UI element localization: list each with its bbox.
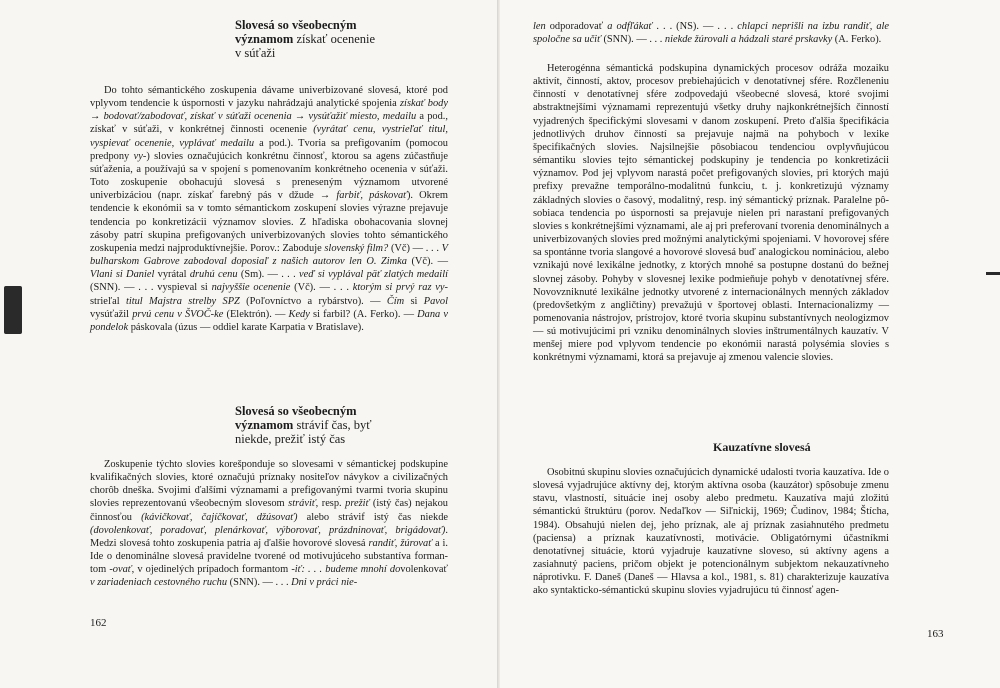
italic-run: veď si vyplával päť zlatých medailí <box>298 269 448 281</box>
text-run: (istý čas) nejakou činnosťou <box>90 498 448 523</box>
text-run: strieľal <box>90 295 126 307</box>
italic-run: len <box>533 21 546 32</box>
paragraph-dynamic-processes <box>533 62 889 365</box>
italic-run: Dana v pondelok <box>90 308 448 333</box>
text-run: Do tohto sémantického zoskupenia dávame univerbizované slovesá, ktoré pod vplyvom tendencie k úspornosti v jazyku nahrádzajú analytické spojenia <box>90 85 448 110</box>
text-run: alebo strávif istý čas niekde <box>297 511 449 523</box>
italic-run: farbiť, páskovať <box>336 190 407 202</box>
paragraph-stravit <box>90 458 448 590</box>
text-run: volenkovať <box>400 564 448 576</box>
italic-run: prežiť <box>345 498 370 510</box>
text-run: , v ojedinelých prípadoch formantom <box>131 564 292 576</box>
italic-run: randiť, žúrovať <box>368 537 433 549</box>
italic-run: titul Majstra strelby SPZ <box>125 295 240 307</box>
paragraph-continuation <box>533 20 889 46</box>
text-run: odporadovať <box>545 21 608 32</box>
text-run: Zoskupenie týchto slovies korešponduje so slovesami v sémantickej podskupine kvalifikačných slovies, ktoré označujú príznaky nositeľov návykov a civilizačných chorôb dneška. Svojimi ďalšími významami a prefigovanými tvarmi tvoria skupinu slovies reprezentovanú všeobecným slovesom <box>90 459 448 510</box>
right-page <box>500 0 1000 688</box>
paragraph-ziskat <box>90 84 448 334</box>
italic-run: (dovolenkovať, poradovať, plenárkovať, výborovať, prázdninovať, brigádovať) <box>90 524 446 536</box>
italic-run: niekde žúrovali a hádzali staré prskavky <box>664 34 833 46</box>
italic-run: V bulharskom Gabrove zabodoval doposiaľ z našich autorov len O. Zimka <box>90 242 448 268</box>
italic-run: Pavol <box>423 295 448 307</box>
italic-run: Vlani si Daniel <box>90 269 155 281</box>
text-run: (Sm). — . . . <box>237 269 299 281</box>
section-heading-stravit: Slovesá so všeobecným významom strávif čas, byť niekde, prežiť istý čas <box>235 404 372 446</box>
text-run: (SNN). — . . . <box>227 577 292 589</box>
italic-run: (vyrátať cenu, vystrieľať titul, vyspievať ocenenie, vyplávať medailu <box>90 124 448 149</box>
page-edge-right <box>986 272 1000 275</box>
italic-run: (kávičkovať, čajíčkovať, džúsovať) <box>141 511 298 523</box>
italic-run: stráviť <box>288 498 316 510</box>
binding-shadow-left <box>4 286 22 334</box>
text-run: (Vč) — . . . <box>388 242 442 254</box>
text-run: páskovala (úzus — oddiel karate Karpatia v Bratislave). <box>128 321 364 333</box>
italic-run: slovenský film? <box>324 242 389 254</box>
italic-run: a odfľákať <box>607 21 653 32</box>
paragraph-kauzativa <box>533 466 889 598</box>
text-run: ). Okrem tendencie k ekonómii sa v tomto sémantickom zoskupení slovies výrazne prejavuje tendencia po konkretizácii významov slovies. Z hľadiska obohacovania slovnej zásoby patrí skupina prefigovaných univerbizovaných slovies tohto sémantického zoskupenia medzi najproduktívnejšie. Porov.: Zaboduje <box>90 190 449 254</box>
italic-run: chlapci neprišli na izbu randiť, ale spoločne sa učiť <box>533 21 890 46</box>
text-run: (Poľovníctvo a rybárstvo). — <box>239 295 387 307</box>
italic-run: -iť: . . . budeme mnohí do <box>291 564 401 576</box>
text-run: . . . (NS). — . . . <box>652 21 738 32</box>
italic-run: druhú cenu <box>189 269 238 281</box>
text-run: (SNN). — . . . vyspieval si <box>90 282 212 294</box>
text-run: a i. Ide o denominálne slovesá pravidelne tvorené od motivujúceho substantíva formantom <box>90 537 449 576</box>
text-run: , resp. <box>315 498 346 510</box>
italic-run: Kedy <box>288 308 310 320</box>
italic-run: -ovať <box>109 564 132 576</box>
text-run: ) slovies označujúcich konkrétnu činnosť, ktorou sa agens zúčastňuje súťaženia, a používajú sa v spojení s pomenovaním konkrétneho ocenenia v súťaži. Toto zoskupenie obohacujú slovesá s preneseným významom utvorené univerbizáciou (napr. získať farebný pás v džude → <box>90 150 448 202</box>
italic-run: Čím <box>386 295 405 307</box>
text-run: Heterogénna sémantická podskupina dynamických procesov odráža mozaiku aktivít, činností, aktov, procesov prebiehajúcich v denotatívnej sfére. Rozčleneniu činností v denotatívnej sfére zodpovedajú všeobecné slovesá, ktoré svojimi abstraktnejšími významami reprezentujú všetky druhy najkonkrétnejších činností vyjadrených špecifickými slovesami v danom zoskupení. Preto ďalšia špecifikácia jednotlivých druhov činností sa prejavuje najmä na pohyboch v lexike špecifikačných slovies. Najsilnejšie pôsobiacou tendenciou ovplyvňujúcou sémantiku slovies tejto sémantickej podskupiny je tendencia po konkretizácii významov. Pod jej vplyvom narastá počet prefigovaných slovies, pri ktorých majú prefixy prevažne temporálno-modalitnú funkciu, t. j. konkretizujú významy základných slovies o časový, modalitný, resp. iný sémantický príznak. Paralelne pôsobiaca tendencia po úspornosti sa prejavuje nielen pri narastaní prefigovaných slovies s konkrétnejšími významami, ale aj pri preferovaní tvorenia denominálnych a univerbizovaných slovies pred možnými analytickými spojeniami. V hovorovej sfére sa spontánne tvoria slangové a hovorové slovesá buď analogickou nomináciou, alebo vznikajú nové lexikálne jednotky, z ktorých mnohé sa postupne dostanú do bežnej slovnej zásoby. Pohyby v slovesnej lexike podmieňuje pohyb v denotatívnej sfére. Novovzniknuté lexikálne jednotky utvorené z internacionálnych menných základov (predovšetkým z angličtiny) prevažujú v športovej oblasti. Internacionalizmy — pomenovania nástrojov, prístrojov, ktoré tvoria skupinu substantívnych neologizmov — sú motivujúcimi pri vzniku denominálnych slovies inštrumentálnych kauzatív. V menšej miere pod vplyvom tendencie po ekonómii narastá polysémia slovies s konkrétnymi významami, ktorá sa prejavuje aj zmenou valencie slovies. <box>533 63 889 364</box>
italic-run: najvyššie ocenenie <box>211 282 291 294</box>
italic-run: prvú cenu v ŠVOČ-ke <box>132 308 224 320</box>
text-run: vyrátal <box>154 269 190 281</box>
text-run: (Vč). — . . . <box>290 282 353 294</box>
text-run: Osobitnú skupinu slovies označujúcich dynamické udalosti tvoria kauzatíva. Ide o slovesá vyjadrujúce aktívny dej, ktorým aktívna osoba (kauzátor) spôsobuje zmenu stavu, vlastností, situácie inej osoby alebo predmetu. Kauzatíva majú zložitú sémantickú štruktúru (porov. Nedaľkov — Siľnickij, 1969; Čudinov, 1984; Štícha, 1984). Obsahujú nielen dej, jeho príznak, ale aj príznak zasiahnutého predmetu (paciensa) a príznak kauzatívnosti, motivácie. Obligatórnymi účastníkmi denotatívnej situácie, ktorú vyjadruje kauzatívne sloveso, sú aktívny agens a zasiahnutý paciens, pričom objekt je potencionálnym subjektom nekauzatívneho náprotivku. F. Daneš (Daneš — Hlavsa a kol., 1981, s. 81) charakterizuje kauzatíva ako syntakticko-sémantickú skupinu slovies vyjadrujúcu tú činnosť agen- <box>533 467 889 597</box>
italic-run: získať body → bodovať/zabodovať, získať v súťaži ocenenia → vysúťažiť miesto, medailu <box>90 98 448 123</box>
text-run: (A. Ferko). <box>832 34 882 46</box>
section-heading-kauzativne: Kauzatívne slovesá <box>713 440 811 454</box>
italic-run: vy- <box>133 150 147 162</box>
section-heading-ziskat: Slovesá so všeobecným významom získať ocenenie v súťaži <box>235 18 376 60</box>
text-run: (Elektrón). — <box>223 308 289 320</box>
text-run: si <box>404 295 424 307</box>
text-run: a pod., získať v súťaži, v konkrétnej činnosti ocenenie <box>90 111 448 136</box>
page-number-left: 162 <box>90 617 107 629</box>
text-run: (Vč). — <box>406 256 448 268</box>
text-run: a pod.). Tvoria sa prefigovaním (pomocou predpony <box>90 137 448 162</box>
text-run: vysúťažil <box>90 308 133 320</box>
text-run: si farbil? (A. Ferko). — <box>309 308 418 320</box>
italic-run: v zariadeniach cestovného ruchu <box>90 577 228 589</box>
italic-run: ktorým si prvý raz vy <box>352 282 448 294</box>
text-run: (SNN). — . . . <box>600 34 665 46</box>
page-number-right: 163 <box>927 628 944 640</box>
italic-run: Dni v práci nie- <box>291 577 358 589</box>
text-run: . Medzi slovesá tohto zoskupenia patria aj ďalšie hovorové slovesá <box>90 524 448 549</box>
